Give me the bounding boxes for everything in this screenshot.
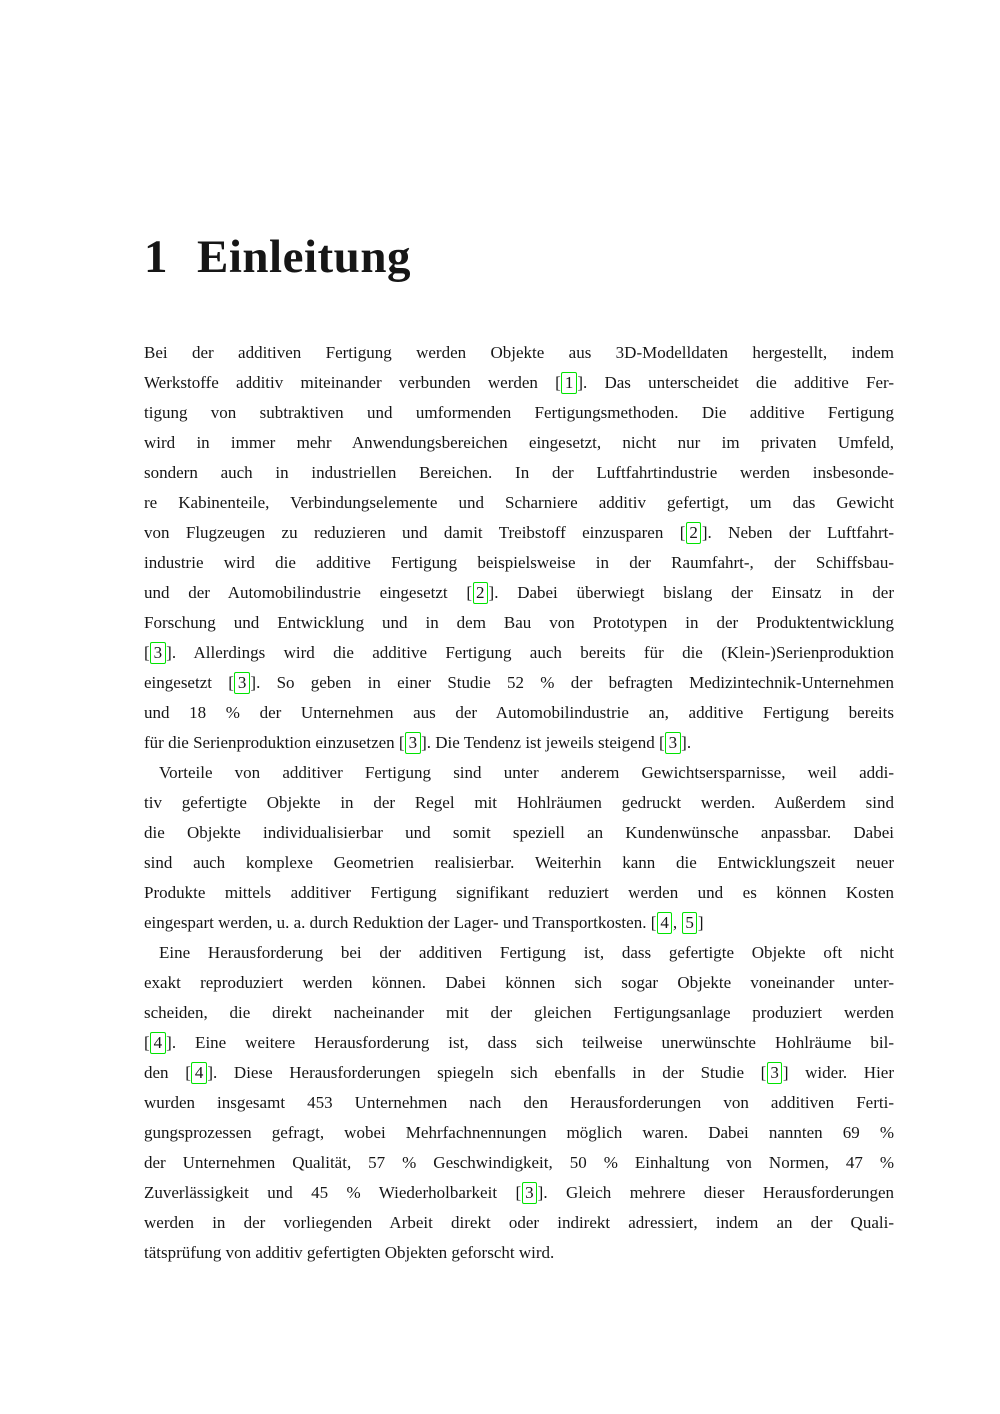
citation [555, 373, 583, 392]
text-run: wird in immer mehr Anwendungsbereichen eingesetzt, nicht nur im privaten Umfeld, [144, 433, 894, 452]
citation-bracket: ] [166, 1033, 172, 1052]
citation [185, 1063, 213, 1082]
text-line [144, 1088, 894, 1118]
citation [466, 583, 494, 602]
text-line [144, 368, 894, 398]
text-run: eingesetzt [144, 673, 229, 692]
text-run: der Unternehmen Qualität, 57 % Geschwindigkeit, 50 % Einhaltung von Normen, 47 % [144, 1153, 894, 1172]
text-line [144, 1178, 894, 1208]
section-number: 1 [144, 231, 168, 283]
citation-link[interactable]: 3 [150, 642, 166, 664]
citation-bracket: [ [760, 1063, 767, 1082]
text-line [144, 518, 894, 548]
citation [399, 733, 427, 752]
text-run: Zuverlässigkeit und 45 % Wiederholbarkeit [144, 1183, 516, 1202]
text-run: . Allerdings wird die additive Fertigung auch bereits für die (Klein-)Serienproduktion [171, 643, 894, 662]
text-run: exakt reproduziert werden können. Dabei können sich sogar Objekte voneinander unter- [144, 973, 894, 992]
text-line [144, 428, 894, 458]
citation-link[interactable]: 3 [234, 672, 250, 694]
paragraph [144, 338, 894, 758]
text-run: Werkstoffe additiv miteinander verbunden werden [144, 373, 556, 392]
text-run: sind auch komplexe Geometrien realisierbar. Weiterhin kann die Entwicklungszeit neuer [144, 853, 894, 872]
citation-link[interactable]: 3 [522, 1182, 538, 1204]
text-line [144, 578, 894, 608]
text-run: von Flugzeugen zu reduzieren und damit Treibstoff einzusparen [144, 523, 680, 542]
text-run: gungsprozessen gefragt, wobei Mehrfachnennungen möglich waren. Dabei nannten 69 % [144, 1123, 894, 1142]
citation-link[interactable]: 1 [561, 372, 577, 394]
text-line [144, 878, 894, 908]
citation-bracket: [ [398, 733, 405, 752]
text-run: industrie wird die additive Fertigung beispielsweise in der Raumfahrt-, der Schiffsbau- [144, 553, 894, 572]
citation-bracket: [ [658, 733, 665, 752]
text-line [144, 398, 894, 428]
section-title: Einleitung [197, 231, 411, 283]
text-run: . Das unterscheidet die additive Fer- [583, 373, 894, 392]
text-line [144, 638, 894, 668]
text-run: re Kabinenteile, Verbindungselemente und Scharniere additiv gefertigt, um das Gewicht [144, 493, 894, 512]
text-run: wurden insgesamt 453 Unternehmen nach den Herausforderungen von additiven Ferti- [144, 1093, 894, 1112]
text-run: Produkte mittels additiver Fertigung signifikant reduziert werden und es können Kosten [144, 883, 894, 902]
citation-link[interactable]: 4 [191, 1062, 207, 1084]
citation [144, 643, 172, 662]
text-run: den [144, 1063, 186, 1082]
text-run: eingespart werden, u. a. durch Reduktion der Lager- und Transportkosten. [144, 913, 651, 932]
citation [761, 1063, 789, 1082]
citation-bracket: [ [466, 583, 473, 602]
text-line [144, 788, 894, 818]
text-line [144, 1118, 894, 1148]
citation-bracket: ] [577, 373, 583, 392]
text-run: . Eine weitere Herausforderung ist, dass sich teilweise unerwünschte Hohlräume bil- [171, 1033, 894, 1052]
citation-bracket: ] [166, 643, 172, 662]
text-line [144, 1148, 894, 1178]
citation-bracket: ] [250, 673, 257, 692]
citation-separator: , [672, 913, 682, 932]
text-line [144, 1208, 894, 1238]
citation [659, 733, 687, 752]
citation-bracket: [ [515, 1183, 522, 1202]
citation-bracket: ] [537, 1183, 544, 1202]
paragraph [144, 758, 894, 938]
citation-bracket: [ [228, 673, 234, 692]
text-run: wider. Hier [788, 1063, 895, 1082]
text-line [144, 458, 894, 488]
text-run: Vorteile von additiver Fertigung sind unter anderem Gewichtsersparnisse, weil addi- [159, 763, 894, 782]
citation-bracket: [ [185, 1063, 191, 1082]
text-run: werden in der vorliegenden Arbeit direkt oder indirekt adressiert, indem an der Quali- [144, 1213, 894, 1232]
citation-bracket: ] [681, 733, 687, 752]
text-line [144, 1238, 894, 1268]
text-line [144, 818, 894, 848]
citation-bracket: [ [679, 523, 686, 542]
text-line [144, 938, 894, 968]
text-run: und 18 % der Unternehmen aus der Automobilindustrie an, additive Fertigung bereits [144, 703, 894, 722]
text-run: und der Automobilindustrie eingesetzt [144, 583, 467, 602]
citation-link[interactable]: 4 [657, 912, 673, 934]
text-line [144, 668, 894, 698]
text-line [144, 548, 894, 578]
text-run: die Objekte individualisierbar und somit speziell an Kundenwünsche anpassbar. Dabei [144, 823, 894, 842]
citation-link[interactable]: 3 [767, 1062, 783, 1084]
citation [651, 913, 704, 932]
text-line [144, 848, 894, 878]
text-run: . Neben der Luftfahrt- [707, 523, 894, 542]
text-line [144, 728, 894, 758]
text-run: . Gleich mehrere dieser Herausforderungen [543, 1183, 894, 1202]
text-run: . So geben in einer Studie 52 % der befragten Medizintechnik-Unternehmen [256, 673, 894, 692]
text-line [144, 488, 894, 518]
text-line [144, 698, 894, 728]
citation-bracket: [ [144, 1033, 150, 1052]
citation-link[interactable]: 3 [665, 732, 681, 754]
text-line [144, 608, 894, 638]
text-run: Forschung und Entwicklung und in dem Bau von Prototypen in der Produktentwicklung [144, 613, 894, 632]
text-run: tätsprüfung von additiv gefertigten Objekten geforscht wird. [144, 1243, 555, 1262]
text-run: . Dabei überwiegt bislang der Einsatz in der [494, 583, 894, 602]
citation-bracket: ] [701, 523, 708, 542]
citation-link[interactable]: 2 [473, 582, 489, 604]
citation [680, 523, 708, 542]
body-text [144, 338, 894, 1268]
citation-link[interactable]: 5 [682, 912, 698, 934]
text-line [144, 758, 894, 788]
text-run: tigung von subtraktiven und umformenden Fertigungsmethoden. Die additive Fertigung [144, 403, 894, 422]
text-run: . Diese Herausforderungen spiegeln sich ebenfalls in der Studie [213, 1063, 761, 1082]
text-run: . [686, 733, 692, 752]
text-line [144, 1028, 894, 1058]
citation-bracket: [ [650, 913, 657, 932]
citation [515, 1183, 543, 1202]
citation-bracket: ] [421, 733, 427, 752]
citation-link[interactable]: 4 [150, 1032, 166, 1054]
text-line [144, 1058, 894, 1088]
citation-bracket: [ [144, 643, 150, 662]
citation-bracket: ] [488, 583, 495, 602]
text-run: sondern auch in industriellen Bereichen. In der Luftfahrtindustrie werden insbesonde- [144, 463, 894, 482]
text-line [144, 908, 894, 938]
text-run: scheiden, die direkt nacheinander mit der gleichen Fertigungsanlage produziert werden [144, 1003, 894, 1022]
citation-bracket: ] [782, 1063, 789, 1082]
citation [228, 673, 256, 692]
text-run: . Die Tendenz ist jeweils steigend [426, 733, 659, 752]
text-line [144, 968, 894, 998]
text-run: für die Serienproduktion einzusetzen [144, 733, 399, 752]
section-heading [144, 231, 411, 283]
text-line [144, 338, 894, 368]
citation [144, 1033, 172, 1052]
text-line [144, 998, 894, 1028]
citation-bracket: ] [207, 1063, 214, 1082]
text-run: Eine Herausforderung bei der additiven Fertigung ist, dass gefertigte Objekte oft nicht [159, 943, 894, 962]
text-run: Bei der additiven Fertigung werden Objekte aus 3D-Modelldaten hergestellt, indem [144, 343, 894, 362]
citation-link[interactable]: 2 [686, 522, 702, 544]
citation-link[interactable]: 3 [405, 732, 421, 754]
paragraph [144, 938, 894, 1268]
citation-bracket: ] [697, 913, 704, 932]
citation-bracket: [ [555, 373, 561, 392]
text-run: tiv gefertigte Objekte in der Regel mit Hohlräumen gedruckt werden. Außerdem sind [144, 793, 894, 812]
